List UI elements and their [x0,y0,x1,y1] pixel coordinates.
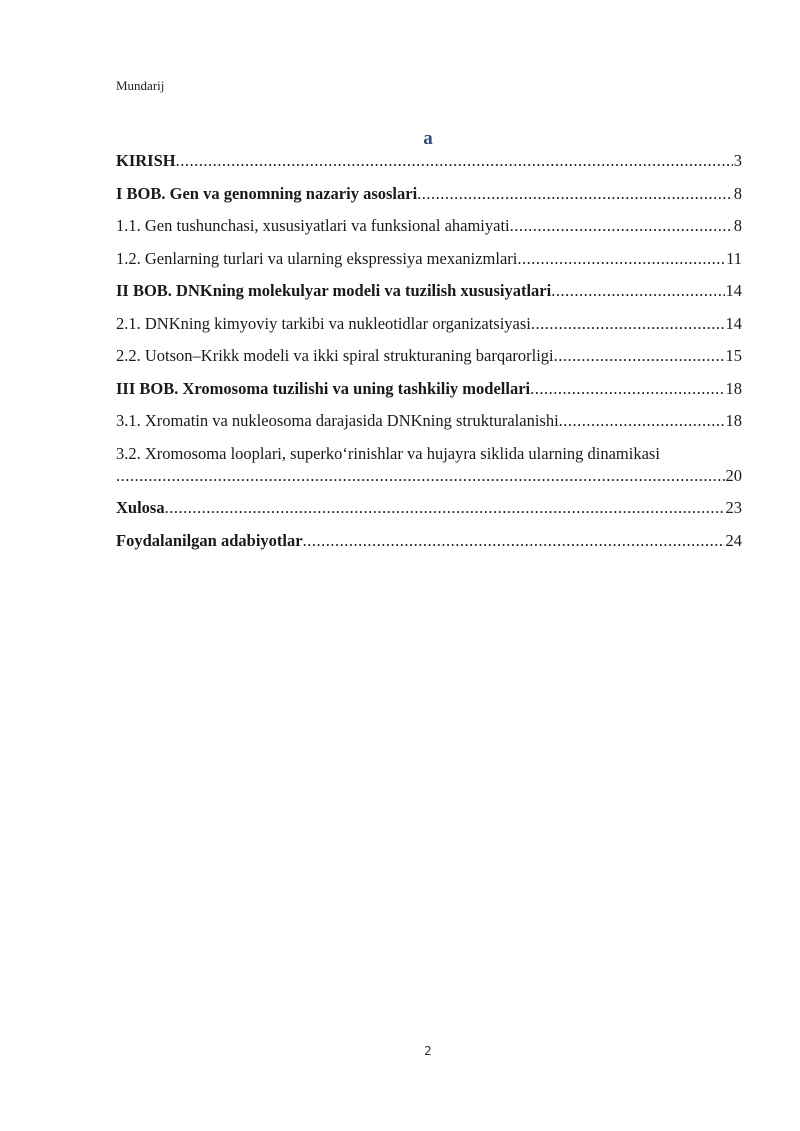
toc-entry-title: Xulosa [116,498,165,517]
toc-dot-leader [176,150,733,172]
toc-entry-title: 2.1. DNKning kimyoviy tarkibi va nukleotidlar organizatsiyasi [116,313,531,333]
toc-entry-title: Foydalanilgan adabiyotlar [116,530,303,550]
toc-dot-leader [531,313,725,335]
toc-entry-page: 24 [725,530,742,550]
toc-dot-leader [551,280,724,302]
toc-entry-title: 3.1. Xromatin va nukleosoma darajasida DNKning strukturalanishi [116,411,559,430]
header-label: Mundarij [116,78,165,93]
toc-dot-leader [165,497,725,519]
toc-entry-page: 3 [733,151,742,170]
toc-dot-leader [517,248,725,270]
toc-entry-section-2-1[interactable] [116,313,742,335]
toc-dot-leader [303,530,725,552]
toc-entry-title: KIRISH [116,151,176,170]
toc-entry-section-3-2[interactable] [116,443,742,487]
toc-entry-section-2-2[interactable] [116,345,742,367]
toc-entry-title: 1.2. Genlarning turlari va ularning ekspressiya mexanizmlari [116,248,518,268]
toc-entry-title: III BOB. Xromosoma tuzilishi va uning tashkiliy modellari [116,378,531,398]
toc-entry-page: 18 [725,411,742,430]
toc-entry-section-3-1[interactable] [116,410,742,432]
toc-entry-page: 20 [725,465,742,485]
toc-dot-leader [530,378,724,400]
toc-entry-chapter-3[interactable] [116,378,742,400]
toc-dot-leader [417,183,733,205]
toc-entry-kirish[interactable] [116,150,742,172]
table-of-contents [116,150,742,562]
toc-entry-page: 8 [733,183,742,203]
toc-entry-title: 3.2. Xromosoma looplari, superko‘rinishlar va hujayra siklida ularning dinamikasi [116,443,660,463]
toc-dot-leader [116,465,725,487]
toc-entry-page: 23 [725,498,742,517]
toc-entry-chapter-1[interactable] [116,183,742,205]
toc-entry-page: 14 [725,281,742,300]
toc-entry-section-1-1[interactable] [116,215,742,237]
toc-dot-leader [554,345,725,367]
toc-entry-page: 11 [726,248,742,268]
toc-entry-title: 1.1. Gen tushunchasi, xususiyatlari va funksional ahamiyati [116,216,510,235]
toc-entry-title: I BOB. Gen va genomning nazariy asoslari [116,183,418,203]
toc-entry-page: 8 [733,216,742,235]
toc-dot-leader [510,215,733,237]
toc-entry-title: II BOB. DNKning molekulyar modeli va tuzilish xususiyatlari [116,281,552,300]
page-number: 2 [424,1044,432,1058]
toc-entry-title: 2.2. Uotson–Krikk modeli va ikki spiral strukturaning barqarorligi [116,346,554,365]
toc-dot-leader [559,410,725,432]
toc-entry-references[interactable] [116,530,742,552]
toc-entry-page: 14 [725,313,742,333]
toc-entry-chapter-2[interactable] [116,280,742,302]
toc-entry-continuation [116,465,742,487]
toc-entry-section-1-2[interactable] [116,248,742,270]
toc-heading: a [423,128,433,149]
toc-entry-page: 18 [725,378,742,398]
toc-entry-page: 15 [725,346,742,365]
toc-entry-xulosa[interactable] [116,497,742,519]
